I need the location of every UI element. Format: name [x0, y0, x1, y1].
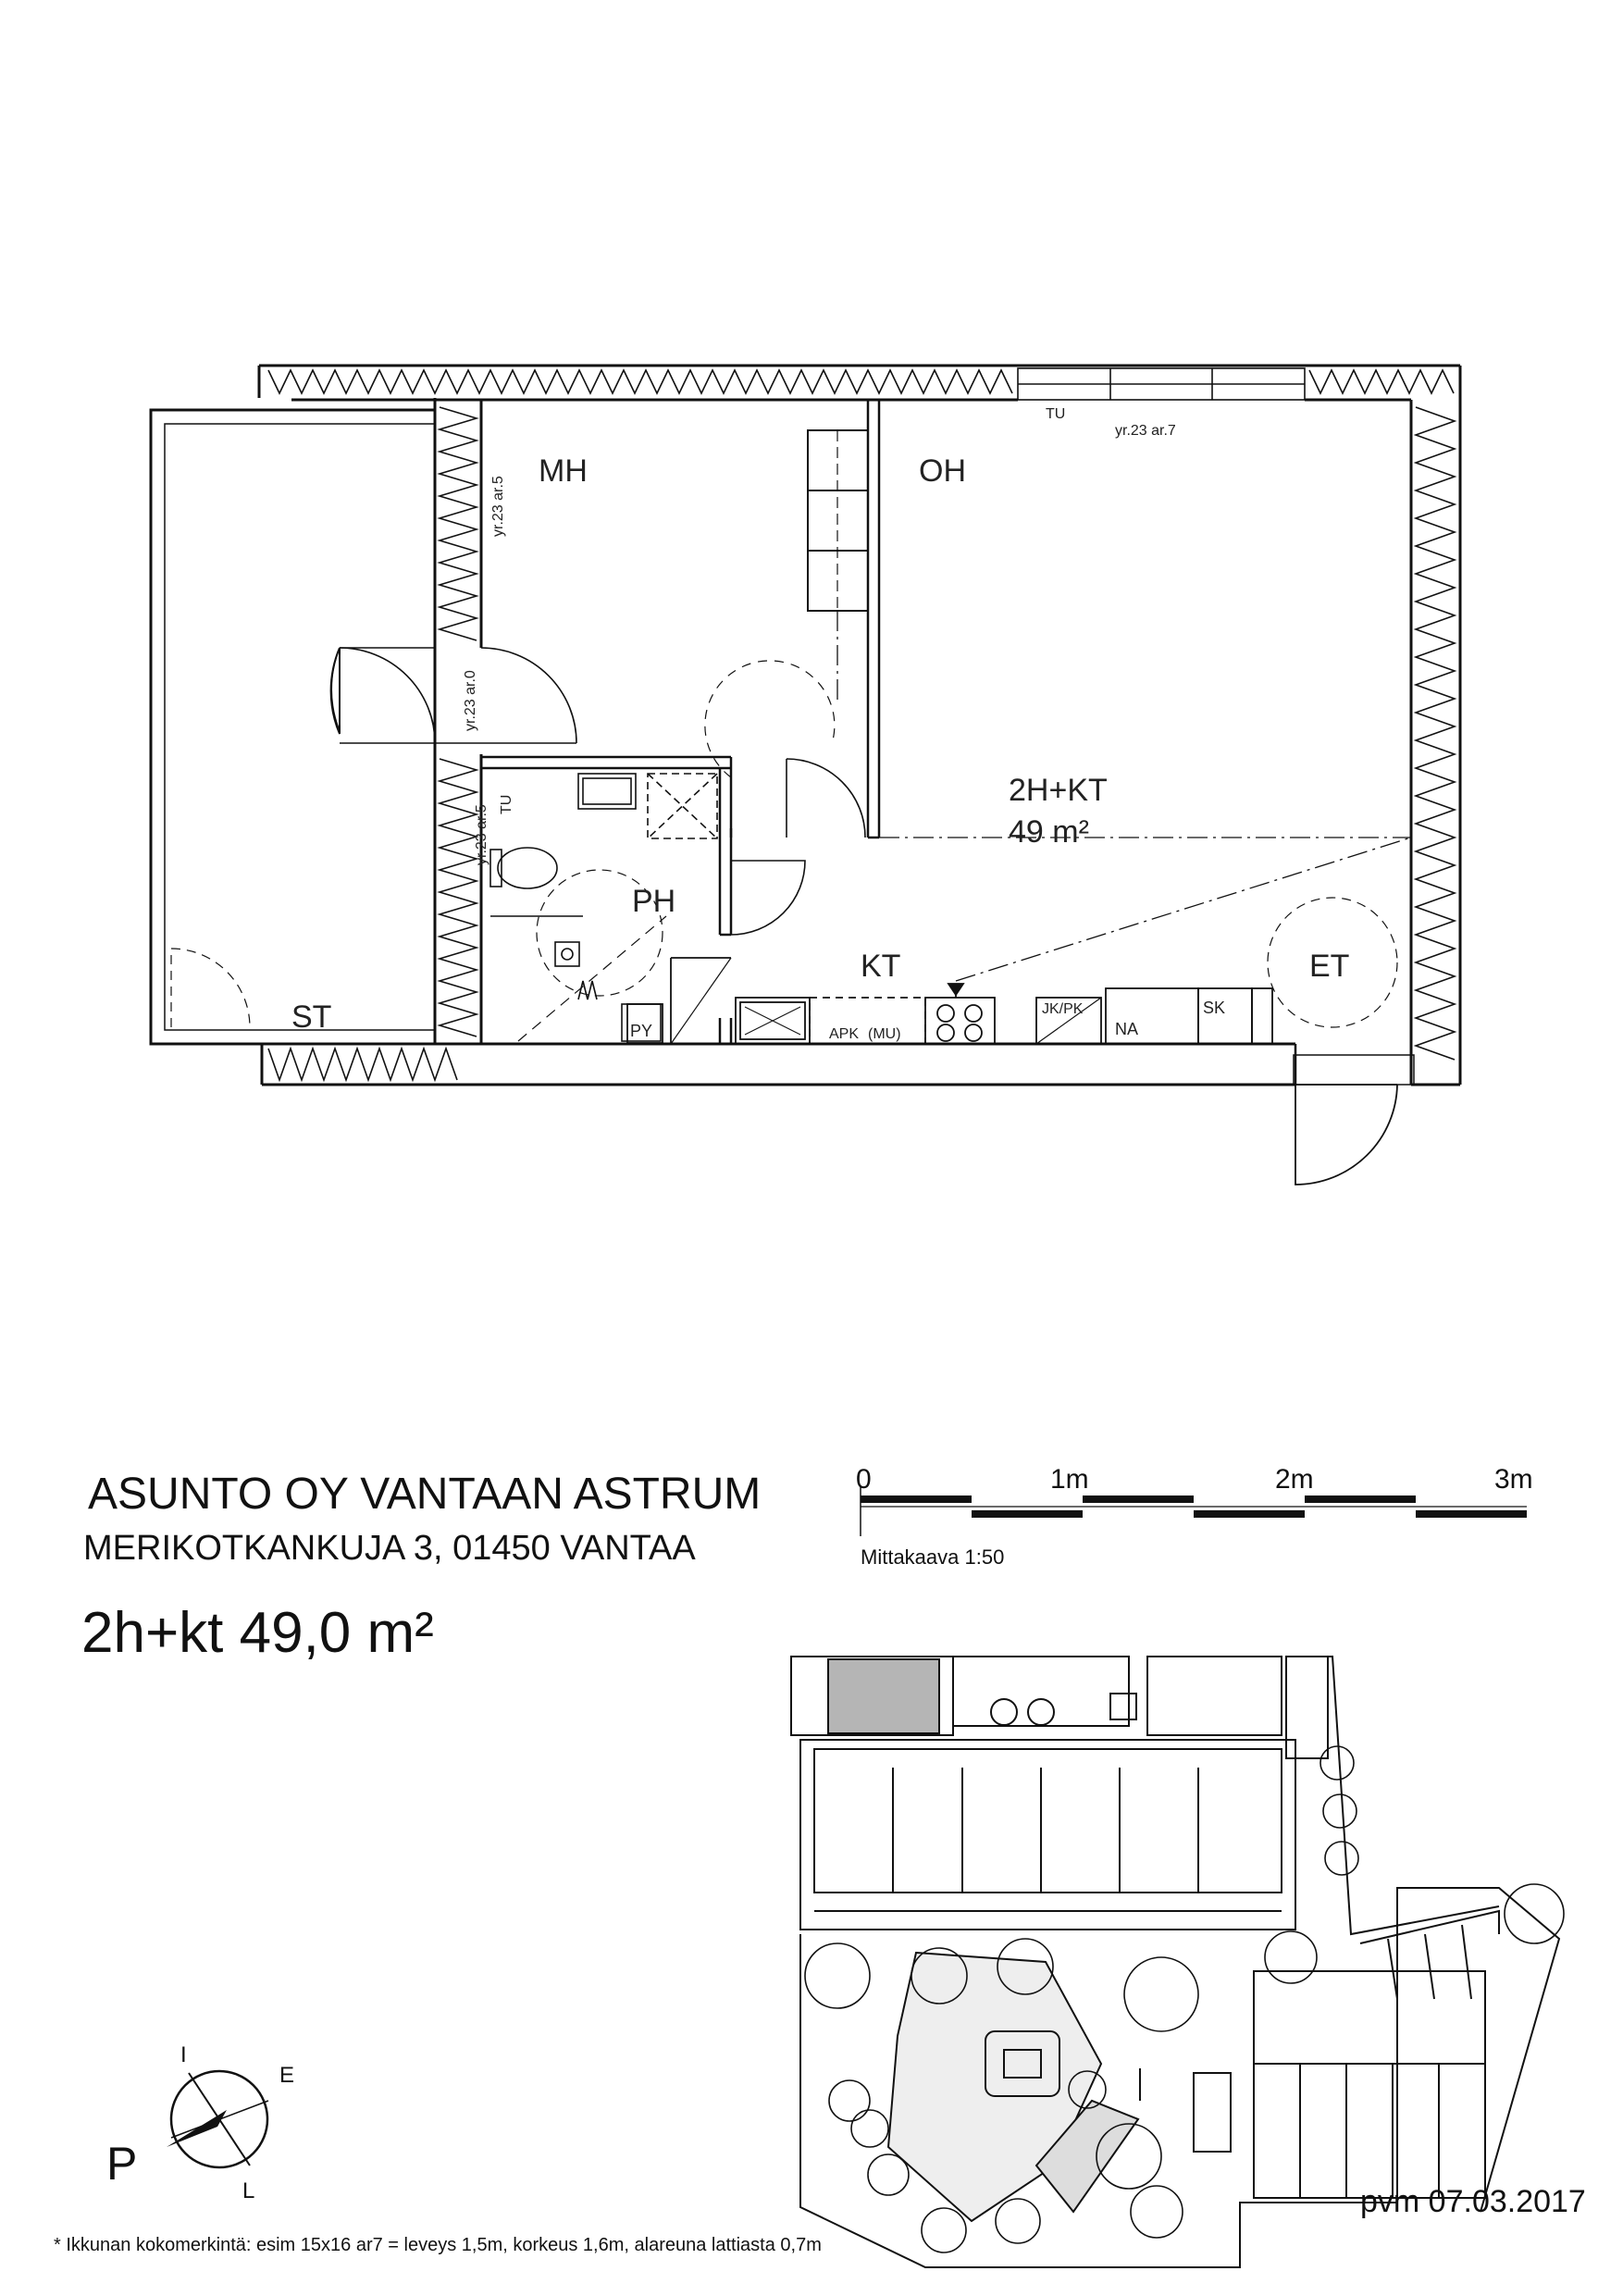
wardrobe-mh: [808, 430, 868, 611]
site-plan: [791, 1657, 1564, 2267]
window-label-door: yr.23 ar.0: [463, 670, 478, 731]
insulation-top: [268, 370, 1012, 393]
plan-date: pvm 07.03.2017: [1360, 2184, 1586, 2219]
fixture-label-py: PY: [630, 1022, 653, 1040]
entry-door-swing: [1295, 1085, 1397, 1185]
room-label-ph: PH: [632, 884, 676, 919]
floor-plan: [151, 366, 1460, 1185]
window-top: [1018, 368, 1305, 400]
insulation-left-lower: [440, 759, 477, 1036]
compass-north: P: [106, 2138, 138, 2190]
compass-rose: [167, 2071, 268, 2167]
insulation-top-right: [1309, 370, 1454, 393]
room-label-mh: MH: [539, 453, 588, 489]
scale-tick-2m: 2m: [1275, 1464, 1314, 1495]
scale-caption: Mittakaava 1:50: [861, 1545, 1005, 1569]
address: MERIKOTKANKUJA 3, 01450 VANTAA: [83, 1529, 696, 1568]
window-label-mh: yr.23 ar.5: [490, 476, 506, 537]
bathroom-fixtures: [490, 774, 717, 1041]
fixture-label-apk: APK: [829, 1026, 860, 1042]
storage-door-swing: [171, 949, 250, 1027]
scale-tick-0: 0: [856, 1464, 872, 1495]
room-label-oh: OH: [919, 453, 966, 489]
zone-lines: [837, 611, 1411, 981]
company-name: ASUNTO OY VANTAAN ASTRUM: [88, 1470, 762, 1519]
window-size-footnote: * Ikkunan kokomerkintä: esim 15x16 ar7 = leveys 1,5m, korkeus 1,6m, alareuna lattiasta 0,7m: [54, 2235, 822, 2255]
compass-label-e: E: [279, 2063, 295, 2088]
window-label-top: yr.23 ar.7: [1115, 423, 1176, 439]
window-label-tu-bath: TU: [499, 794, 514, 814]
fixture-label-jkpk: JK/PK: [1042, 1001, 1084, 1017]
room-label-et: ET: [1309, 949, 1350, 984]
scale-tick-1m: 1m: [1050, 1464, 1089, 1495]
bath-door-swing: [731, 861, 805, 935]
compass-label-i: I: [180, 2042, 187, 2067]
unit-size-title: 2h+kt 49,0 m²: [81, 1601, 434, 1665]
interior-walls: [481, 400, 879, 1044]
fixture-label-na: NA: [1115, 1020, 1139, 1038]
balcony: [151, 410, 435, 1044]
unit-area-label: 49 m²: [1009, 814, 1089, 850]
unit-type-label: 2H+KT: [1009, 773, 1108, 808]
scale-tick-3m: 3m: [1494, 1464, 1533, 1495]
kitchen-counter: [736, 984, 1272, 1044]
mh-door-swing: [787, 759, 865, 838]
scale-bar: [861, 1485, 1527, 1536]
room-label-kt: KT: [861, 949, 901, 984]
fixture-label-mu: (MU): [868, 1026, 901, 1042]
insulation-left-upper: [440, 407, 477, 640]
insulation-right: [1416, 407, 1455, 1060]
window-label-bath: yr.23 ar.5: [474, 804, 489, 865]
insulation-bottom-left: [268, 1049, 457, 1080]
room-label-st: ST: [291, 999, 332, 1035]
compass-label-l: L: [242, 2178, 255, 2203]
window-label-tu-top: TU: [1046, 406, 1066, 422]
fixture-label-sk: SK: [1203, 999, 1226, 1017]
